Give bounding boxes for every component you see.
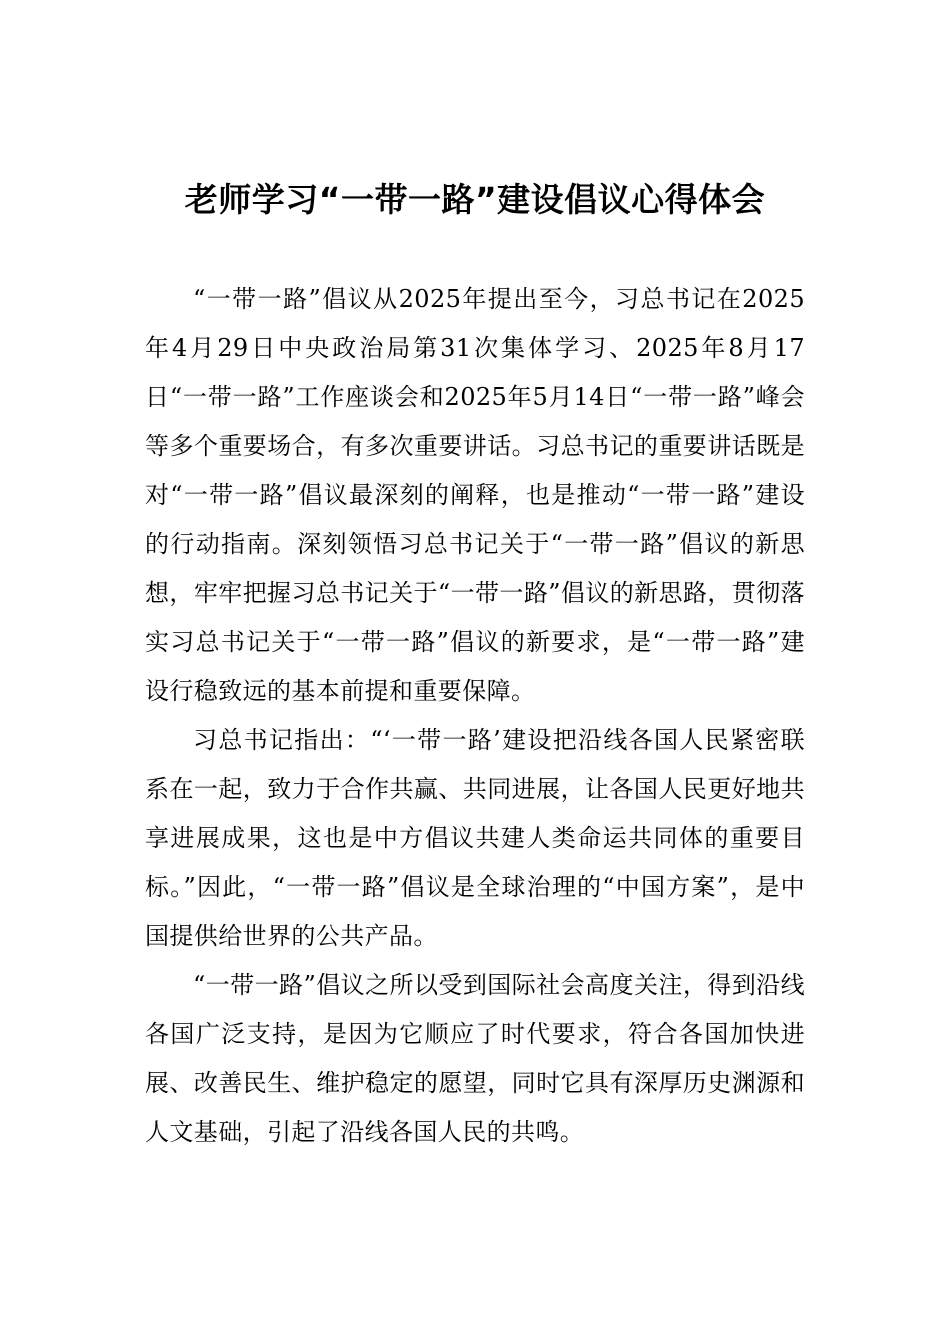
paragraph-2: 习总书记指出：“‘一带一路’建设把沿线各国人民紧密联系在一起，致力于合作共赢、共同进展，让各国人民更好地共享进展成果，这也是中方倡议共建人类命运共同体的重要目标。”因此，“一带一路”倡议是全球治理的“中国方案”，是中国提供给世界的公共产品。	[145, 726, 805, 950]
document-body	[145, 275, 805, 1157]
document-title: 老师学习“一带一路”建设倡议心得体会	[184, 180, 766, 219]
paragraph-1: “一带一路”倡议从2025年提出至今，习总书记在2025年4月29日中央政治局第31次集体学习、2025年8月17日“一带一路”工作座谈会和2025年5月14日“一带一路”峰会等多个重要场合，有多次重要讲话。习总书记的重要讲话既是对“一带一路”倡议最深刻的阐释，也是推动“一带一路”建设的行动指南。深刻领悟习总书记关于“一带一路”倡议的新思想，牢牢把握习总书记关于“一带一路”倡议的新思路，贯彻落实习总书记关于“一带一路”倡议的新要求，是“一带一路”建设行稳致远的基本前提和重要保障。	[145, 285, 805, 705]
paragraph-3: “一带一路”倡议之所以受到国际社会高度关注，得到沿线各国广泛支持，是因为它顺应了时代要求，符合各国加快进展、改善民生、维护稳定的愿望，同时它具有深厚历史渊源和人文基础，引起了沿线各国人民的共鸣。	[145, 971, 805, 1146]
